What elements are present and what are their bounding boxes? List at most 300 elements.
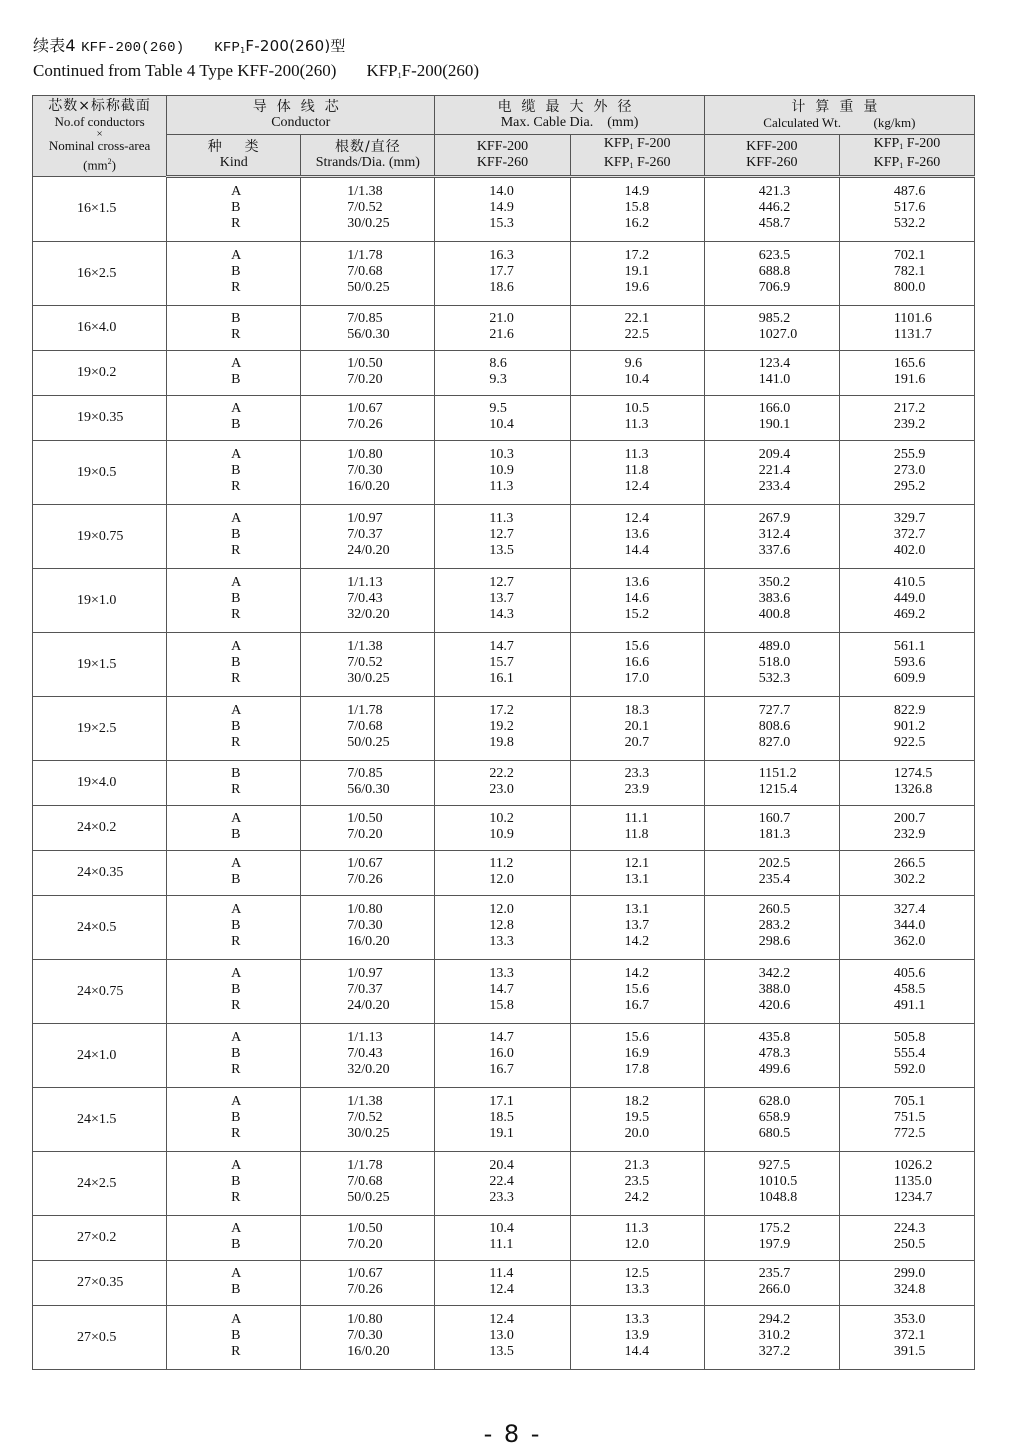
table-row — [33, 1261, 975, 1306]
cell-value: 11.3 — [489, 511, 514, 526]
wt-kfp-cell — [839, 1216, 974, 1261]
cell-value: 18.3 — [624, 703, 650, 718]
cell-value: 7/0.52 — [347, 1110, 383, 1125]
header-conductors-area — [33, 96, 167, 177]
wt-kff-cell — [704, 1261, 839, 1306]
wt-kfp-cell — [839, 1088, 974, 1152]
cell-value: 1026.2 — [893, 1158, 933, 1173]
dia-kff-cell — [435, 1216, 570, 1261]
table-row — [33, 396, 975, 441]
header-col1-en1: No.of conductors — [54, 114, 145, 130]
header-max-dia — [435, 96, 704, 135]
cell-value: 13.6 — [624, 575, 650, 590]
cell-value: R — [231, 543, 241, 558]
cell-value: 13.9 — [624, 1328, 650, 1343]
spec-cell: 16×4.0 — [33, 306, 167, 351]
strand-cell — [301, 1152, 435, 1216]
dia-kff-cell — [435, 806, 570, 851]
dia-kff-cell — [435, 242, 570, 306]
cell-value: R — [231, 735, 241, 750]
cell-value: 342.2 — [758, 966, 791, 981]
cell-value: 702.1 — [893, 248, 926, 263]
cell-value: 13.0 — [489, 1328, 514, 1343]
cell-value: 16/0.20 — [347, 1344, 390, 1359]
kind-cell — [167, 569, 301, 633]
cell-value: 20.4 — [489, 1158, 514, 1173]
cell-value: 1/0.80 — [347, 1312, 383, 1327]
strand-cell — [301, 242, 435, 306]
cell-value: 688.8 — [758, 264, 791, 279]
cell-value: 50/0.25 — [347, 1190, 390, 1205]
strand-cell — [301, 960, 435, 1024]
cell-value: 9.3 — [489, 372, 507, 387]
wt-kff-cell — [704, 351, 839, 396]
cell-value: B — [231, 1174, 241, 1189]
dia-kff-cell — [435, 351, 570, 396]
cell-value: 217.2 — [893, 401, 926, 416]
wt-kfp-cell — [839, 1024, 974, 1088]
header-col1-unit-b: ) — [111, 157, 117, 173]
dia-kff-cell — [435, 1306, 570, 1370]
cell-value: 16.9 — [624, 1046, 650, 1061]
header-dia-kfp-260-b: F-260 — [633, 155, 671, 170]
wt-kff-cell — [704, 1088, 839, 1152]
title-cn-type1: KFF-200(260) — [81, 40, 185, 56]
cell-value: B — [231, 1110, 241, 1125]
header-wt-en: Calculated Wt. (kg/km) — [763, 115, 916, 130]
header-dia-en: Max. Cable Dia. (mm) — [500, 115, 639, 130]
cell-value: 1234.7 — [893, 1190, 933, 1205]
cell-value: 14.2 — [624, 966, 650, 981]
kind-cell — [167, 960, 301, 1024]
cell-value: 267.9 — [758, 511, 791, 526]
cell-value: B — [231, 1282, 241, 1297]
cell-value: 1135.0 — [893, 1174, 932, 1189]
strand-cell — [301, 697, 435, 761]
kind-cell — [167, 351, 301, 396]
spec-cell: 27×0.5 — [33, 1306, 167, 1370]
header-conductor-en: Conductor — [271, 115, 331, 130]
header-wt-kfp-260 — [840, 155, 974, 174]
cell-value: 1/0.97 — [347, 966, 383, 981]
wt-kff-cell — [704, 1024, 839, 1088]
cell-value: 1/0.50 — [347, 811, 383, 826]
dia-kfp-cell — [570, 633, 704, 697]
wt-kfp-cell — [839, 569, 974, 633]
cell-value: B — [231, 417, 241, 432]
cell-value: A — [231, 902, 242, 917]
cell-value: 22.5 — [624, 327, 650, 342]
header-conductor — [167, 96, 435, 135]
dia-kff-cell — [435, 697, 570, 761]
cell-value: A — [231, 703, 242, 718]
cell-value: 327.2 — [758, 1344, 791, 1359]
cell-value: A — [231, 1094, 242, 1109]
cell-value: 420.6 — [758, 998, 791, 1013]
spec-cell: 27×0.35 — [33, 1261, 167, 1306]
cell-value: B — [231, 463, 241, 478]
cell-value: 927.5 — [758, 1158, 791, 1173]
kind-cell — [167, 242, 301, 306]
cell-value: 658.9 — [758, 1110, 791, 1125]
cell-value: 209.4 — [758, 447, 791, 462]
cell-value: 1/1.78 — [347, 248, 383, 263]
cell-value: 1027.0 — [758, 327, 798, 342]
cell-value: 1/0.97 — [347, 511, 383, 526]
title-en-type2-a: KFP — [366, 61, 398, 80]
wt-kfp-cell — [839, 177, 974, 242]
cell-value: 197.9 — [758, 1237, 791, 1252]
header-strand-cn: 根数/直径 — [334, 139, 401, 155]
dia-kff-cell — [435, 177, 570, 242]
cell-value: 191.6 — [893, 372, 926, 387]
dia-kfp-cell — [570, 1088, 704, 1152]
kind-cell — [167, 697, 301, 761]
cell-value: 517.6 — [893, 200, 926, 215]
cell-value: 22.4 — [489, 1174, 514, 1189]
cell-value: 800.0 — [893, 280, 926, 295]
cell-value: 12.8 — [489, 918, 514, 933]
page-title-en — [33, 61, 479, 81]
cell-value: 7/0.20 — [347, 827, 383, 842]
cell-value: 446.2 — [758, 200, 791, 215]
cell-value: 7/0.26 — [347, 417, 383, 432]
cell-value: 405.6 — [893, 966, 926, 981]
cell-value: 13.6 — [624, 527, 650, 542]
strand-cell — [301, 505, 435, 569]
strand-cell — [301, 441, 435, 505]
wt-kff-cell — [704, 697, 839, 761]
header-kind-en: Kind — [219, 155, 248, 170]
cell-value: 344.0 — [893, 918, 926, 933]
table-body — [33, 177, 975, 1370]
cell-value: 14.7 — [489, 982, 514, 997]
cell-value: A — [231, 447, 242, 462]
cell-value: B — [231, 766, 241, 781]
wt-kfp-cell — [839, 1306, 974, 1370]
cell-value: 18.5 — [489, 1110, 514, 1125]
header-kind — [167, 135, 301, 177]
header-col1-en2: Nominal cross-area — [48, 138, 151, 154]
cell-value: 295.2 — [893, 479, 926, 494]
cell-value: 628.0 — [758, 1094, 791, 1109]
cell-value: 782.1 — [893, 264, 926, 279]
cell-value: 23.3 — [489, 1190, 514, 1205]
header-col1-unit — [33, 154, 166, 173]
cell-value: 7/0.30 — [347, 463, 383, 478]
cell-value: 166.0 — [758, 401, 791, 416]
cell-value: 235.7 — [758, 1266, 791, 1281]
cell-value: 7/0.85 — [347, 311, 383, 326]
cable-spec-table — [32, 95, 975, 1370]
strand-cell — [301, 1216, 435, 1261]
wt-kff-cell — [704, 851, 839, 896]
cell-value: 13.5 — [489, 1344, 514, 1359]
table-row — [33, 351, 975, 396]
cell-value: 922.5 — [893, 735, 926, 750]
cell-value: 327.4 — [893, 902, 926, 917]
wt-kff-cell — [704, 505, 839, 569]
kind-cell — [167, 1306, 301, 1370]
cell-value: 15.3 — [489, 216, 514, 231]
table-row — [33, 569, 975, 633]
cell-value: 224.3 — [893, 1221, 926, 1236]
cell-value: 458.7 — [758, 216, 791, 231]
cell-value: B — [231, 918, 241, 933]
table-row — [33, 1024, 975, 1088]
wt-kff-cell — [704, 960, 839, 1024]
cell-value: 1/1.38 — [347, 1094, 383, 1109]
wt-kfp-cell — [839, 960, 974, 1024]
cell-value: 593.6 — [893, 655, 926, 670]
cell-value: A — [231, 1030, 242, 1045]
cell-value: 11.8 — [624, 827, 649, 842]
cell-value: 20.7 — [624, 735, 650, 750]
cell-value: A — [231, 248, 242, 263]
cell-value: 532.3 — [758, 671, 791, 686]
cell-value: 337.6 — [758, 543, 791, 558]
cell-value: 21.6 — [489, 327, 514, 342]
dia-kfp-cell — [570, 242, 704, 306]
header-wt-kfp-200-a: KFP — [873, 136, 900, 151]
cell-value: 772.5 — [893, 1126, 926, 1141]
cell-value: A — [231, 639, 242, 654]
cell-value: 250.5 — [893, 1237, 926, 1252]
wt-kfp-cell — [839, 633, 974, 697]
cell-value: 353.0 — [893, 1312, 926, 1327]
cell-value: 56/0.30 — [347, 327, 390, 342]
cell-value: 16.6 — [624, 655, 650, 670]
strand-cell — [301, 896, 435, 960]
cell-value: 23.3 — [624, 766, 650, 781]
dia-kff-cell — [435, 505, 570, 569]
cell-value: 181.3 — [758, 827, 791, 842]
cell-value: B — [231, 872, 241, 887]
cell-value: 12.4 — [489, 1312, 514, 1327]
wt-kfp-cell — [839, 1152, 974, 1216]
spec-cell: 24×1.5 — [33, 1088, 167, 1152]
cell-value: 410.5 — [893, 575, 926, 590]
cell-value: A — [231, 356, 242, 371]
header-conductor-cn: 导体线芯 — [252, 99, 349, 115]
cell-value: 388.0 — [758, 982, 791, 997]
header-dia-kfp-260-a: KFP — [603, 155, 630, 170]
cell-value: 10.9 — [489, 827, 514, 842]
cell-value: 402.0 — [893, 543, 926, 558]
cell-value: 235.4 — [758, 872, 791, 887]
kind-cell — [167, 441, 301, 505]
header-wt-kff — [704, 135, 839, 177]
cell-value: 11.2 — [489, 856, 514, 871]
kind-cell — [167, 306, 301, 351]
cell-value: 16.2 — [624, 216, 650, 231]
strand-cell — [301, 1024, 435, 1088]
wt-kfp-cell — [839, 851, 974, 896]
cell-value: 302.2 — [893, 872, 926, 887]
cell-value: 273.0 — [893, 463, 926, 478]
cell-value: 499.6 — [758, 1062, 791, 1077]
dia-kff-cell — [435, 569, 570, 633]
cell-value: 255.9 — [893, 447, 926, 462]
cell-value: R — [231, 1126, 241, 1141]
table-row — [33, 1088, 975, 1152]
cell-value: 13.5 — [489, 543, 514, 558]
cell-value: 1010.5 — [758, 1174, 798, 1189]
kind-cell — [167, 177, 301, 242]
kind-cell — [167, 896, 301, 960]
cell-value: 14.4 — [624, 1344, 650, 1359]
kind-cell — [167, 761, 301, 806]
cell-value: 15.6 — [624, 982, 650, 997]
cell-value: 12.0 — [489, 872, 514, 887]
dia-kff-cell — [435, 396, 570, 441]
wt-kfp-cell — [839, 242, 974, 306]
cell-value: A — [231, 966, 242, 981]
cell-value: 1048.8 — [758, 1190, 798, 1205]
cell-value: 50/0.25 — [347, 280, 390, 295]
cell-value: 16/0.20 — [347, 479, 390, 494]
title-en-prefix: Continued from Table 4 Type KFF-200(260) — [33, 61, 337, 80]
cell-value: 160.7 — [758, 811, 791, 826]
cell-value: B — [231, 200, 241, 215]
cell-value: B — [231, 311, 241, 326]
cell-value: R — [231, 479, 241, 494]
header-col1-unit-a: (mm — [83, 157, 108, 173]
cell-value: 1274.5 — [893, 766, 933, 781]
kind-cell — [167, 396, 301, 441]
cell-value: 10.4 — [489, 417, 514, 432]
table-row — [33, 1216, 975, 1261]
dia-kfp-cell — [570, 1261, 704, 1306]
cell-value: 15.7 — [489, 655, 514, 670]
cell-value: 1/1.38 — [347, 639, 383, 654]
cell-value: 13.1 — [624, 902, 650, 917]
cell-value: 7/0.68 — [347, 264, 383, 279]
cell-value: 1/0.50 — [347, 356, 383, 371]
header-wt-kfp-200-sub: 1 — [899, 142, 904, 151]
cell-value: 1/0.50 — [347, 1221, 383, 1236]
cell-value: 12.4 — [489, 1282, 514, 1297]
cell-value: 260.5 — [758, 902, 791, 917]
cell-value: 12.1 — [624, 856, 650, 871]
strand-cell — [301, 806, 435, 851]
cell-value: 14.7 — [489, 639, 514, 654]
cell-value: 383.6 — [758, 591, 791, 606]
cell-value: 458.5 — [893, 982, 926, 997]
cell-value: 23.5 — [624, 1174, 650, 1189]
cell-value: 8.6 — [489, 356, 507, 371]
cell-value: 14.0 — [489, 184, 514, 199]
dia-kfp-cell — [570, 960, 704, 1024]
cell-value: 1/1.13 — [347, 575, 383, 590]
title-cn-prefix: 续表4 — [33, 36, 76, 55]
cell-value: A — [231, 1312, 242, 1327]
strand-cell — [301, 396, 435, 441]
wt-kfp-cell — [839, 697, 974, 761]
table-row — [33, 177, 975, 242]
title-cn-type2-a: KFP — [214, 40, 241, 56]
cell-value: B — [231, 264, 241, 279]
wt-kff-cell — [704, 1216, 839, 1261]
strand-cell — [301, 633, 435, 697]
cell-value: 12.0 — [489, 902, 514, 917]
cell-value: 1131.7 — [893, 327, 932, 342]
cell-value: 727.7 — [758, 703, 791, 718]
cell-value: 350.2 — [758, 575, 791, 590]
header-dia-kfp-200-sub: 1 — [629, 142, 634, 151]
wt-kfp-cell — [839, 306, 974, 351]
header-wt-cn: 计算重量 — [791, 99, 888, 115]
cell-value: 13.3 — [624, 1282, 650, 1297]
table-row — [33, 697, 975, 761]
header-calc-weight — [704, 96, 974, 135]
cell-value: 13.3 — [624, 1312, 650, 1327]
cell-value: B — [231, 591, 241, 606]
cell-value: 827.0 — [758, 735, 791, 750]
wt-kff-cell — [704, 761, 839, 806]
wt-kfp-cell — [839, 396, 974, 441]
cell-value: 141.0 — [758, 372, 791, 387]
cell-value: 10.4 — [489, 1221, 514, 1236]
cell-value: 266.0 — [758, 1282, 791, 1297]
cell-value: 1/0.67 — [347, 856, 383, 871]
cell-value: 7/0.20 — [347, 1237, 383, 1252]
table-row — [33, 960, 975, 1024]
header-wt-kfp — [839, 135, 974, 177]
wt-kfp-cell — [839, 806, 974, 851]
cell-value: 299.0 — [893, 1266, 926, 1281]
cell-value: 15.6 — [624, 639, 650, 654]
cell-value: 15.8 — [624, 200, 650, 215]
cell-value: 310.2 — [758, 1328, 791, 1343]
cell-value: 23.0 — [489, 782, 514, 797]
cell-value: 609.9 — [893, 671, 926, 686]
kind-cell — [167, 1024, 301, 1088]
cell-value: R — [231, 280, 241, 295]
wt-kff-cell — [704, 177, 839, 242]
cell-value: 9.6 — [624, 356, 643, 371]
table-row — [33, 306, 975, 351]
dia-kff-cell — [435, 633, 570, 697]
cell-value: 13.7 — [624, 918, 650, 933]
cell-value: 901.2 — [893, 719, 926, 734]
header-dia-kff-260: KFF-260 — [476, 155, 529, 170]
table-row — [33, 1306, 975, 1370]
cell-value: 12.5 — [624, 1266, 650, 1281]
cell-value: 18.2 — [624, 1094, 650, 1109]
cell-value: A — [231, 1266, 242, 1281]
cell-value: 30/0.25 — [347, 1126, 390, 1141]
wt-kff-cell — [704, 633, 839, 697]
dia-kff-cell — [435, 1152, 570, 1216]
header-dia-kfp-200 — [571, 136, 704, 155]
title-cn-type2-sub: 1 — [240, 46, 246, 55]
kind-cell — [167, 806, 301, 851]
cell-value: 751.5 — [893, 1110, 926, 1125]
cell-value: 232.9 — [893, 827, 926, 842]
wt-kff-cell — [704, 441, 839, 505]
cell-value: R — [231, 671, 241, 686]
wt-kfp-cell — [839, 896, 974, 960]
cell-value: 705.1 — [893, 1094, 926, 1109]
dia-kfp-cell — [570, 505, 704, 569]
cell-value: A — [231, 856, 242, 871]
page-title-cn — [33, 33, 346, 56]
table-row — [33, 633, 975, 697]
cell-value: 15.8 — [489, 998, 514, 1013]
cell-value: 32/0.20 — [347, 607, 390, 622]
cell-value: B — [231, 719, 241, 734]
